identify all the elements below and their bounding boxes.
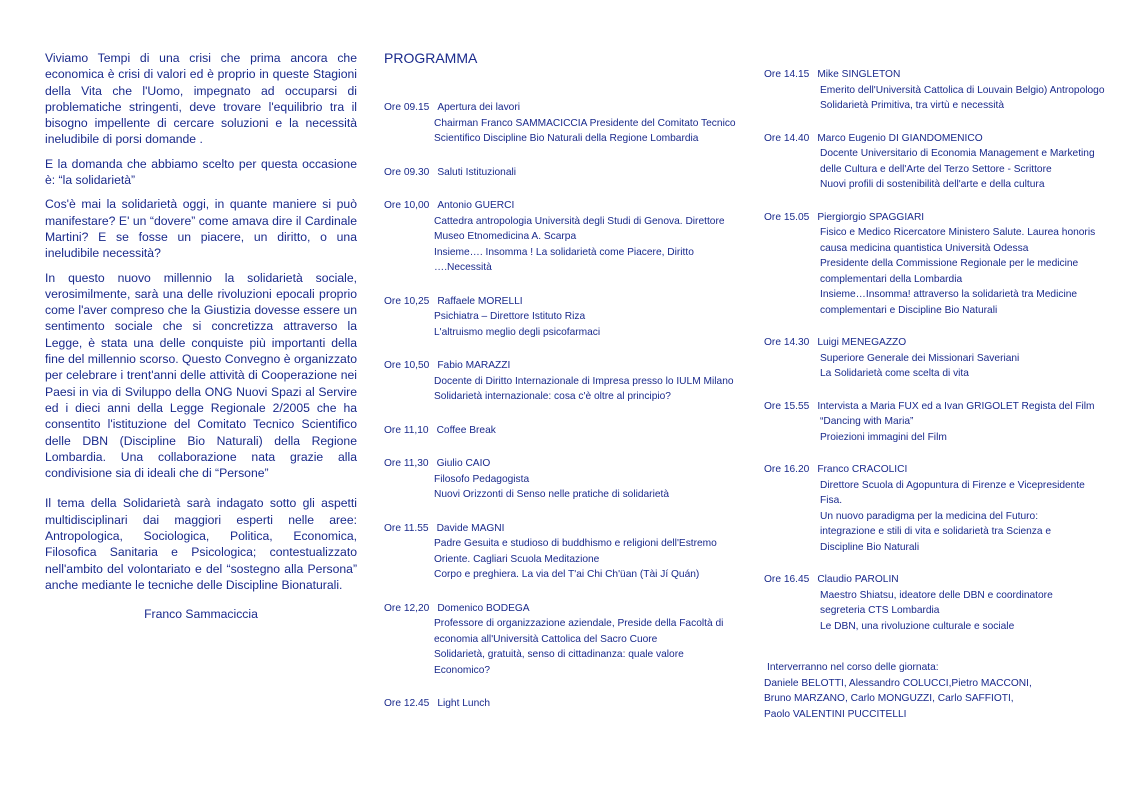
entry-detail: Direttore Scuola di Agopuntura di Firenze e Vicepresidente <box>820 479 1085 491</box>
entry-detail: Maestro Shiatsu, ideatore delle DBN e coordinatore <box>820 589 1053 601</box>
programme-title: PROGRAMMA <box>384 50 478 66</box>
entry-heading: Fabio MARAZZI <box>437 360 511 371</box>
entry-time: Ore 15.55 <box>764 400 810 412</box>
entry-detail: Chairman Franco SAMMACICCIA Presidente del Comitato Tecnico <box>434 117 736 129</box>
programme-entry <box>384 601 746 679</box>
entry-detail: La Solidarietà come scelta di vita <box>820 368 969 379</box>
entry-time: Ore 14.15 <box>764 69 810 80</box>
speakers-line: Bruno MARZANO, Carlo MONGUZZI, Carlo SAFFIOTI, <box>764 693 1014 704</box>
intro-paragraph: In questo nuovo millennio la solidarietà sociale, verosimilmente, sarà una delle rivoluzioni epocali proprio come l'aver compreso che la Giustizia dovesse essere un sentimento sociale che si concretizza attraverso la Legge, è stata una delle conquiste più importanti della fine del millennio scorso. Questo Convegno è organizzato per celebrare i trent'anni delle attività di Cooperazione nei Paesi in via di Sviluppo della ONG Nuovi Spazi al Servire ed i dieci anni della Legge Regionale 2/2005 che ha consentito l'istituzione del Comitato Tecnico Scientifico delle DBN (Discipline Bio Naturali) della Regione Lombardia. Una collaborazione nata grazie alla condivisione sia di ideali che di “Persone” <box>45 270 357 481</box>
entry-heading: Saluti Istituzionali <box>437 166 517 178</box>
programme-list <box>384 100 746 712</box>
entry-detail: Le DBN, una rivoluzione culturale e sociale <box>820 620 1015 632</box>
entry-detail: Fisa. <box>820 495 843 506</box>
entry-detail: Psichiatra – Direttore Istituto Riza <box>434 311 586 322</box>
entry-detail: economia all'Università Cattolica del Sacro Cuore <box>434 633 658 645</box>
entry-time: Ore 16.45 <box>764 574 810 585</box>
entry-time: Ore 12.45 <box>384 698 430 709</box>
programme-entry <box>764 67 1112 114</box>
entry-time: Ore 14.40 <box>764 132 810 144</box>
entry-detail: “Dancing with Maria” <box>820 416 914 427</box>
speakers-line: Daniele BELOTTI, Alessandro COLUCCI,Pietro MACCONI, <box>764 677 1032 689</box>
entry-detail: complementari e Discipline Bio Naturali <box>820 304 998 316</box>
entry-time: Ore 11,30 <box>384 458 429 469</box>
programme-entry <box>764 335 1112 382</box>
programme-entry <box>384 198 746 276</box>
entry-detail: complementari della Lombardia <box>820 273 963 285</box>
entry-detail: Nuovi profili di sostenibilità dell'arte e della cultura <box>820 179 1045 190</box>
entry-detail: Presidente della Commissione Regionale per le medicine <box>820 258 1079 269</box>
programme-entry <box>384 456 746 503</box>
entry-detail: Cattedra antropologia Università degli Studi di Genova. Direttore <box>434 215 725 227</box>
entry-detail: Solidarietà, gratuità, senso di cittadinanza: quale valore <box>434 649 684 660</box>
entry-heading: Franco CRACOLICI <box>817 464 908 475</box>
entry-heading: Light Lunch <box>437 698 490 709</box>
entry-time: Ore 16.20 <box>764 464 810 475</box>
entry-time: Ore 09.15 <box>384 102 430 113</box>
entry-detail: Un nuovo paradigma per la medicina del Futuro: <box>820 510 1039 522</box>
signature: Franco Sammaciccia <box>144 607 258 622</box>
entry-detail: Fisico e Medico Ricercatore Ministero Salute. Laurea honoris <box>820 227 1096 238</box>
entry-heading: Apertura dei lavori <box>437 102 520 113</box>
programme-entry <box>384 423 746 439</box>
entry-detail: Docente di Diritto Internazionale di Impresa presso lo IULM Milano <box>434 375 734 387</box>
intro-paragraph: Viviamo Tempi di una crisi che prima ancora che economica è crisi di valori ed è proprio in queste Stagioni della Vita che l'Uomo, impegnato ad occuparsi di problematiche stringenti, deve trovare l'equilibrio tra il bisogno impellente di cercare soluzioni e la necessità ineludibile di porsi domande . <box>45 51 357 147</box>
entry-time: Ore 11.55 <box>384 522 429 534</box>
programme-entry <box>384 294 746 341</box>
intro-paragraph: Cos'è mai la solidarietà oggi, in quante maniere si può manifestare? E' un “dovere” come amava dire il Cardinale Martini? E se fosse un piacere, un diritto, o una ineludibile necessità? <box>45 197 357 261</box>
introduction-column <box>45 50 357 621</box>
entry-detail: integrazione e stili di vita e solidarietà tra Scienza e <box>820 526 1052 537</box>
entry-detail: ….Necessità <box>434 262 492 273</box>
programme-entry <box>764 399 1112 446</box>
speakers-line: Paolo VALENTINI PUCCITELLI <box>764 708 907 720</box>
entry-time: Ore 14.30 <box>764 337 810 348</box>
entry-detail: Solidarietà internazionale: cosa c'è oltre al principio? <box>434 391 671 402</box>
programme-entry <box>764 462 1112 555</box>
entry-detail: Professore di organizzazione aziendale, Preside della Facoltà di <box>434 618 724 629</box>
entry-heading: Domenico BODEGA <box>437 602 530 614</box>
entry-detail: Insieme…Insomma! attraverso la solidarietà tra Medicine <box>820 289 1078 300</box>
entry-time: Ore 11,10 <box>384 424 429 436</box>
entry-detail: Corpo e preghiera. La via del T'ai Chi Ch'üan (Tài Jí Quán) <box>434 569 700 580</box>
entry-heading: Antonio GUERCI <box>437 200 515 211</box>
intro-paragraph: E la domanda che abbiamo scelto per questa occasione è: “la solidarietà” <box>45 156 357 188</box>
programme-column-morning <box>384 50 746 712</box>
intro-paragraph: Il tema della Solidarietà sarà indagato sotto gli aspetti multidisciplinari dai maggiori esperti nelle aree: Antropologica, Sociologica, Politica, Economica, Filosofica Sanitaria e Psicologica; contestualizzato nell'ambito del volontariato e del “sostegno alla Persona” anche mediante le tecniche delle Discipline Bionaturali. <box>45 496 357 592</box>
programme-entry <box>384 696 746 712</box>
programme-entry <box>384 521 746 583</box>
entry-heading: Claudio PAROLIN <box>817 574 899 585</box>
programme-entry <box>764 572 1112 634</box>
entry-detail: Economico? <box>434 664 491 676</box>
programme-entry <box>384 358 746 405</box>
entry-detail: Nuovi Orizzonti di Senso nelle pratiche di solidarietà <box>434 489 669 500</box>
entry-detail: Emerito dell'Università Cattolica di Louvain Belgio) Antropologo <box>820 84 1105 96</box>
entry-heading: Mike SINGLETON <box>817 69 901 80</box>
speakers-block <box>764 660 1112 722</box>
programme-list <box>764 67 1112 634</box>
entry-detail: Scientifico Discipline Bio Naturali della Regione Lombardia <box>434 133 699 144</box>
entry-detail: Insieme…. Insomma ! La solidarietà come Piacere, Diritto <box>434 246 694 258</box>
entry-time: Ore 10,50 <box>384 360 430 371</box>
entry-detail: Filosofo Pedagogista <box>434 473 530 485</box>
speakers-heading: Interverranno nel corso delle giornata: <box>767 662 939 673</box>
entry-time: Ore 12,20 <box>384 602 430 614</box>
programme-entry <box>764 131 1112 193</box>
entry-detail: delle Cultura e dell'Arte del Terzo Settore - Scrittore <box>820 163 1052 175</box>
entry-detail: Docente Universitario di Economia Management e Marketing <box>820 148 1095 159</box>
entry-heading: Luigi MENEGAZZO <box>817 337 907 348</box>
entry-heading: Raffaele MORELLI <box>437 295 523 307</box>
entry-heading: Marco Eugenio DI GIANDOMENICO <box>817 132 983 144</box>
entry-detail: segreteria CTS Lombardia <box>820 605 940 616</box>
entry-detail: Padre Gesuita e studioso di buddhismo e religioni dell'Estremo <box>434 538 717 549</box>
entry-detail: Discipline Bio Naturali <box>820 541 920 553</box>
entry-time: Ore 09.30 <box>384 166 430 178</box>
entry-heading: Davide MAGNI <box>436 522 505 534</box>
entry-time: Ore 15.05 <box>764 211 810 223</box>
programme-entry <box>764 210 1112 319</box>
entry-heading: Intervista a Maria FUX ed a Ivan GRIGOLET Regista del Film <box>817 400 1095 412</box>
entry-detail: Proiezioni immagini del Film <box>820 431 947 443</box>
entry-detail: causa medicina quantistica Università Odessa <box>820 242 1029 254</box>
programme-entry <box>384 165 746 181</box>
entry-heading: Piergiorgio SPAGGIARI <box>817 211 925 223</box>
entry-detail: L'altruismo meglio degli psicofarmaci <box>434 326 601 338</box>
entry-detail: Museo Etnomedicina A. Scarpa <box>434 231 577 242</box>
programme-entry <box>384 100 746 147</box>
programme-column-afternoon <box>764 67 1112 722</box>
entry-detail: Oriente. Cagliari Scuola Meditazione <box>434 553 600 565</box>
entry-time: Ore 10,25 <box>384 295 430 307</box>
entry-detail: Solidarietà Primitiva, tra virtù e necessità <box>820 100 1005 111</box>
entry-heading: Coffee Break <box>436 424 496 436</box>
entry-time: Ore 10,00 <box>384 200 430 211</box>
entry-heading: Giulio CAIO <box>436 458 491 469</box>
entry-detail: Superiore Generale dei Missionari Saveriani <box>820 352 1020 364</box>
